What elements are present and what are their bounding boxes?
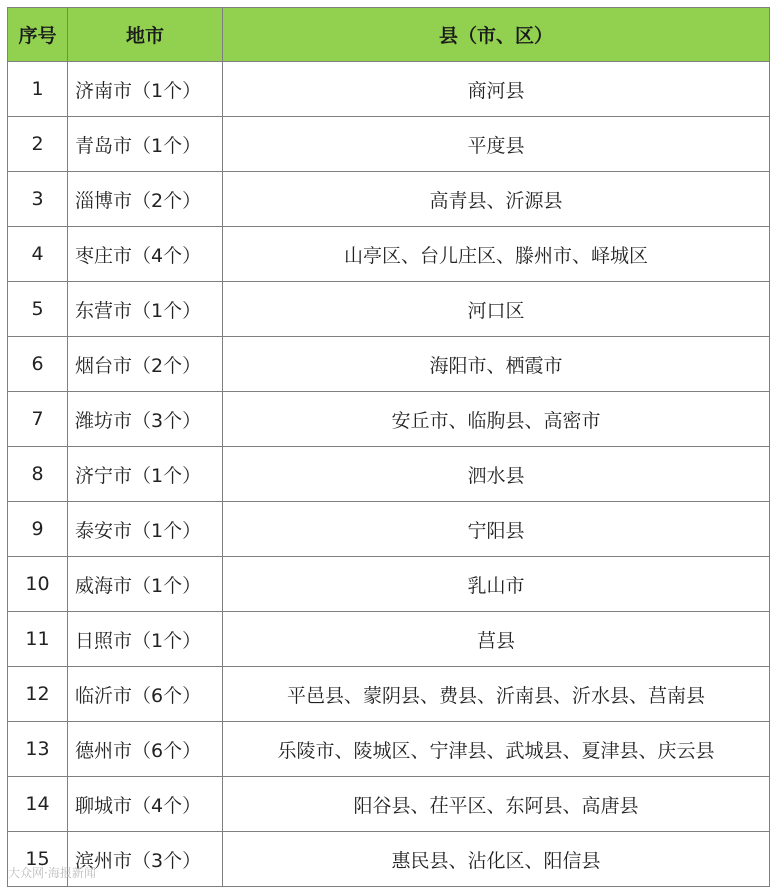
table-row — [8, 62, 770, 117]
row-city: 潍坊市（3个） — [68, 392, 223, 447]
table-row — [8, 117, 770, 172]
row-city: 淄博市（2个） — [68, 172, 223, 227]
row-counties: 山亭区、台儿庄区、滕州市、峄城区 — [223, 227, 770, 282]
header-city: 地市 — [68, 8, 223, 62]
table-header — [8, 8, 770, 62]
row-city: 临沂市（6个） — [68, 667, 223, 722]
header-row — [8, 8, 770, 62]
table-row — [8, 172, 770, 227]
county-table-container — [7, 7, 769, 887]
row-index: 8 — [8, 447, 68, 502]
row-index: 6 — [8, 337, 68, 392]
row-city: 聊城市（4个） — [68, 777, 223, 832]
row-index: 15 — [8, 832, 68, 887]
row-index: 9 — [8, 502, 68, 557]
table-row — [8, 337, 770, 392]
row-index: 1 — [8, 62, 68, 117]
row-counties: 莒县 — [223, 612, 770, 667]
table-row — [8, 667, 770, 722]
row-index: 13 — [8, 722, 68, 777]
table-row — [8, 282, 770, 337]
row-counties: 宁阳县 — [223, 502, 770, 557]
row-counties: 安丘市、临朐县、高密市 — [223, 392, 770, 447]
header-counties: 县（市、区） — [223, 8, 770, 62]
table-row — [8, 612, 770, 667]
row-city: 烟台市（2个） — [68, 337, 223, 392]
row-counties: 惠民县、沾化区、阳信县 — [223, 832, 770, 887]
row-counties: 高青县、沂源县 — [223, 172, 770, 227]
row-city: 德州市（6个） — [68, 722, 223, 777]
row-index: 14 — [8, 777, 68, 832]
header-index: 序号 — [8, 8, 68, 62]
row-city: 济南市（1个） — [68, 62, 223, 117]
row-counties: 商河县 — [223, 62, 770, 117]
row-index: 5 — [8, 282, 68, 337]
row-counties: 泗水县 — [223, 447, 770, 502]
row-city: 济宁市（1个） — [68, 447, 223, 502]
row-counties: 乳山市 — [223, 557, 770, 612]
row-city: 滨州市（3个） — [68, 832, 223, 887]
table-row — [8, 777, 770, 832]
table-row — [8, 447, 770, 502]
table-row — [8, 722, 770, 777]
row-index: 11 — [8, 612, 68, 667]
row-counties: 海阳市、栖霞市 — [223, 337, 770, 392]
table-row — [8, 832, 770, 887]
row-city: 泰安市（1个） — [68, 502, 223, 557]
table-body — [8, 62, 770, 887]
row-index: 12 — [8, 667, 68, 722]
row-counties: 乐陵市、陵城区、宁津县、武城县、夏津县、庆云县 — [223, 722, 770, 777]
watermark-logo — [8, 864, 96, 881]
row-counties: 阳谷县、茌平区、东阿县、高唐县 — [223, 777, 770, 832]
row-city: 威海市（1个） — [68, 557, 223, 612]
table-row — [8, 392, 770, 447]
table-row — [8, 227, 770, 282]
row-index: 2 — [8, 117, 68, 172]
row-counties: 平邑县、蒙阴县、费县、沂南县、沂水县、莒南县 — [223, 667, 770, 722]
row-index: 4 — [8, 227, 68, 282]
row-index: 10 — [8, 557, 68, 612]
table-row — [8, 502, 770, 557]
table-row — [8, 557, 770, 612]
row-counties: 河口区 — [223, 282, 770, 337]
row-city: 枣庄市（4个） — [68, 227, 223, 282]
county-table — [7, 7, 770, 887]
row-counties: 平度县 — [223, 117, 770, 172]
row-index: 3 — [8, 172, 68, 227]
row-city: 日照市（1个） — [68, 612, 223, 667]
watermark-text: 大众网·海报新闻 — [8, 866, 96, 880]
row-index: 7 — [8, 392, 68, 447]
row-city: 东营市（1个） — [68, 282, 223, 337]
row-city: 青岛市（1个） — [68, 117, 223, 172]
